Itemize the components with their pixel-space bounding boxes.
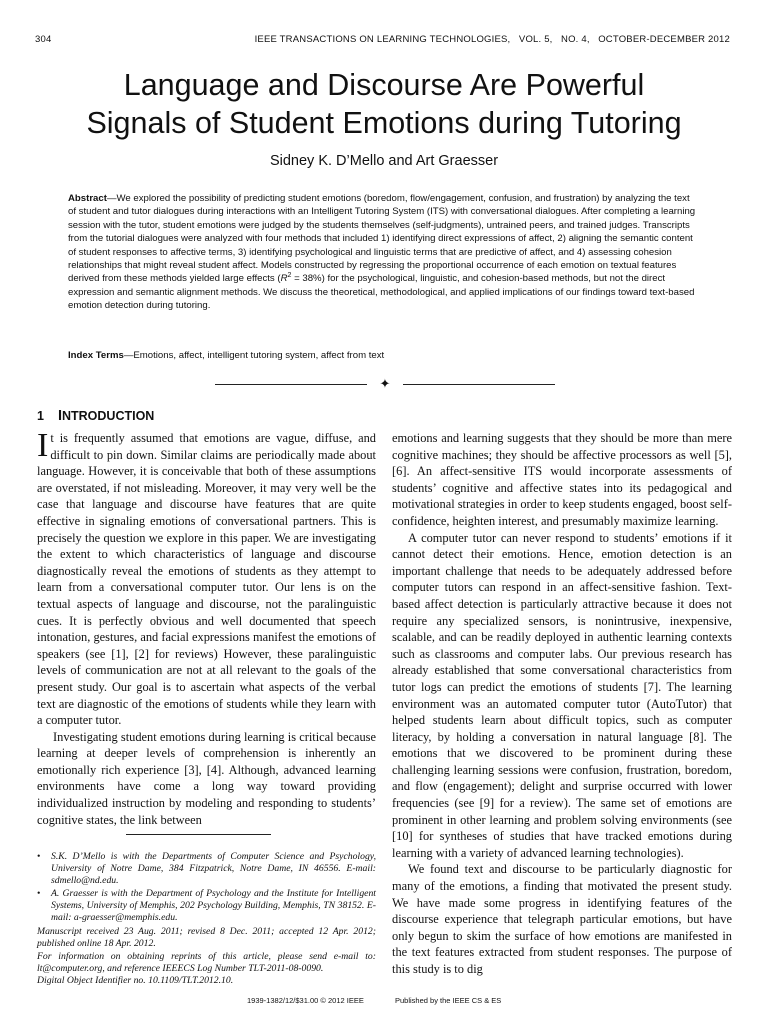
body-paragraph <box>37 427 376 729</box>
r-squared-symbol: R <box>280 273 288 285</box>
body-paragraph: Investigating student emotions during learning is critical because learning at deeper levels of comprehension is inherently an emotionally rich experience [3], [4]. Although, advanced learning environments have come a long way toward providing individualized instruction by modeling and responding to students’ cognitive states, the link between <box>37 729 376 827</box>
index-terms-label: Index Terms <box>68 350 124 361</box>
body-column-right <box>392 430 732 978</box>
title-line-1: Language and Discourse Are Powerful <box>123 68 645 102</box>
r-squared-value: = 38% <box>291 273 322 285</box>
journal-name: IEEE TRANSACTIONS ON LEARNING TECHNOLOGIES, VOL. 5, NO. 4, OCTOBER-DECEMBER 2012 <box>254 34 730 45</box>
footnote-text: S.K. D’Mello is with the Departments of Computer Science and Psychology, University of Notre Dame, 384 Fitzpatrick, Notre Dame, IN 46556. E-mail: sdmello@nd.edu. <box>51 851 376 887</box>
body-column-left <box>37 427 376 828</box>
bullet-icon: • <box>37 851 41 862</box>
footnote-publication-info <box>37 926 376 987</box>
bullet-icon: • <box>37 887 41 899</box>
separator-line-left <box>215 384 367 385</box>
running-head <box>35 34 730 48</box>
reprints-info: For information on obtaining reprints of this article, please send e-mail to: lt@computer.org, and reference IEEECS Log Number TLT-2011-08-0090. <box>37 950 376 974</box>
separator-line-right <box>403 384 555 385</box>
section-title-rest: NTRODUCTION <box>61 409 155 423</box>
paragraph-text: t is frequently assumed that emotions are vague, diffuse, and difficult to pin down. Similar claims are periodically made about language. However, it is conceivable that both of these assumptions are overstated, if not misleading. Moreover, it may very well be the case that language and discourse have features that are quite effective in signaling emotions of conversational partners. This is precisely the question we explore in this paper. We are investigating the extent to which characteristics of language and discourse diagnostically reveal the emotions of students as they attempt to learn from a conversational computer tutor. Our lens is on the textual aspects of language and discourse, not the paralinguistic cues. It is perfectly obvious and well documented that speech intonation, gestures, and facial expressions manifest the emotions of speakers (see [1], [2] for reviews) However, these paralinguistic levels of communication are not at all relevant to the goals of the present study. Our goal is to ascertain what aspects of the verbal text are diagnostic of the emotions of students while they learn with a computer tutor. <box>37 431 376 728</box>
section-number: 1 <box>37 409 44 423</box>
body-paragraph: A computer tutor can never respond to students’ emotions if it cannot detect their emotions. Hence, emotion detection is an important challenge that needs to be adequately addressed before computer tutors can respond in an affect-sensitive fashion. Text-based affect detection is particularly attractive because it does not require any specialized sensors, is nonintrusive, inexpensive, scalable, and can be readily deployed in authentic learning contexts such as classrooms and computer labs. Our previous research has already established that some conversational characteristics from tutor logs can predict the emotions of students [7]. The learning environment was an automated computer tutor (AutoTutor) that helped students learn about difficult topics, such as computer literacy, by holding a conversation in natural language [8]. The emotions that we discovered to be prominent during these challenging learning sessions were confusion, frustration, boredom, and flow (engagement); delight and surprise occurred with lower frequencies (see [9] for a review). The same set of emotions are prominent in other learning and problem solving environments (see [10] for syntheses of studies that have tracked emotions during learning with a variety of advanced learning technologies). <box>392 530 732 860</box>
r-squared-exponent: 2 <box>287 272 292 280</box>
footnote-affiliation <box>37 888 376 925</box>
title-line-2: Signals of Student Emotions during Tutoring <box>86 106 682 140</box>
separator-diamond-icon: ✦ <box>379 376 391 391</box>
publisher-line: Published by the IEEE CS & ES <box>395 996 502 1005</box>
abstract-text-2: ) for the psychological, linguistic, and cohesion-based methods, but not the direct expression and semantic alignment methods. We discuss the theoretical, methodological, and applied implications of our findings toward text-based emotion detection during tutoring. <box>68 273 695 312</box>
section-separator <box>215 378 555 392</box>
footnotes <box>37 851 376 987</box>
drop-cap: I <box>37 427 49 464</box>
footnote-text: A. Graesser is with the Department of Psychology and the Institute for Intelligent Systems, University of Memphis, 202 Psychology Building, Memphis, TN 38152. E-mail: a-graesser@memphis.edu. <box>51 887 376 924</box>
doi: Digital Object Identifier no. 10.1109/TLT.2012.10. <box>37 975 234 987</box>
body-paragraph: We found text and discourse to be particularly diagnostic for many of the emotions, a finding that motivated the present study. We have made some progress in identifying features of the discourse experience that telegraph particular emotions, but have only begun to skim the surface of how emotions are manifested in the text features extracted from student responses. The purpose of this study is to dig <box>392 862 732 976</box>
index-terms-text: —Emotions, affect, intelligent tutoring system, affect from text <box>123 350 385 361</box>
page-number: 304 <box>35 34 52 45</box>
footnote-rule <box>126 834 271 835</box>
issn-copyright: 1939-1382/12/$31.00 © 2012 IEEE <box>247 996 364 1005</box>
authors: Sidney K. D’Mello and Art Graesser <box>269 153 499 169</box>
bottom-bar <box>247 996 547 1008</box>
abstract-label: Abstract <box>68 193 107 204</box>
body-paragraph: emotions and learning suggests that they should be more than mere cognitive machines; they should be affective processors as well [5], [6]. An affect-sensitive ITS would incorporate assessments of students’ cognitive and affective states into its pedagogical and motivational strategies in order to keep students engaged, boost self-confidence, heighten interest, and presumably maximize learning. <box>392 431 732 528</box>
abstract <box>68 192 700 313</box>
manuscript-dates: Manuscript received 23 Aug. 2011; revised 8 Dec. 2011; accepted 12 Apr. 2012; published online 18 Apr. 2012. <box>37 926 376 950</box>
section-title-cap: I <box>57 408 62 424</box>
paper-title <box>30 66 738 142</box>
abstract-text-1: —We explored the possibility of predicting student emotions (boredom, flow/engagement, confusion, and frustration) by analyzing the text of student and tutor dialogues during interactions with an Intelligent Tutoring System (ITS) with conversational dialogues. After completing a learning session with the tutor, student emotions were judged by the students themselves (self-judgments), untrained peers, and trained judges. Transcripts from the tutorial dialogues were analyzed with four methods that included 1) identifying direct expressions of affect, 2) aligning the semantic content of student responses to affective terms, 3) identifying psychological and linguistic terms that are predictive of affect, and 4) assessing cohesion relationships that might reveal student affect. Models constructed by regressing the proportional occurrence of each emotion on textual features derived from these methods yielded large effects ( <box>68 193 696 285</box>
footnote-affiliation <box>37 851 376 888</box>
section-heading <box>37 408 154 424</box>
index-terms <box>68 349 700 362</box>
